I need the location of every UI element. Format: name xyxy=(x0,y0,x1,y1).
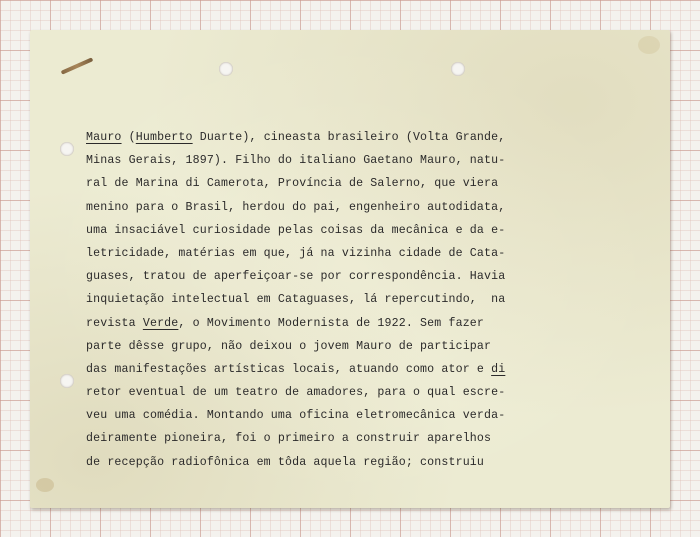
typed-text xyxy=(86,126,656,474)
rust-mark xyxy=(61,57,94,74)
text-line-1: Mauro (Humberto Duarte), cineasta brasileiro (Volta Grande, xyxy=(86,131,506,144)
text-line-6: letricidade, matérias em que, já na vizinha cidade de Cata- xyxy=(86,246,506,260)
text-line-4: menino para o Brasil, herdou do pai, engenheiro autodidata, xyxy=(86,200,506,214)
text-line-2: Minas Gerais, 1897). Filho do italiano Gaetano Mauro, natu- xyxy=(86,154,506,168)
text-line-11: das manifestações artísticas locais, atuando como ator e di xyxy=(86,362,506,376)
punch-hole xyxy=(451,62,465,76)
punch-hole xyxy=(219,62,233,76)
paper-stain xyxy=(36,478,54,492)
punch-hole xyxy=(60,142,74,156)
text-line-8: inquietação intelectual em Cataguases, lá repercutindo, na xyxy=(86,293,506,307)
text-line-15: de recepção radiofônica em tôda aquela região; construiu xyxy=(86,455,485,469)
text-line-10: parte dêsse grupo, não deixou o jovem Mauro de participar xyxy=(86,339,492,353)
typed-index-card xyxy=(30,30,670,508)
punch-hole xyxy=(60,374,74,388)
text-line-5: uma insaciável curiosidade pelas coisas da mecânica e da e- xyxy=(86,223,506,237)
text-line-12: retor eventual de um teatro de amadores, para o qual escre- xyxy=(86,386,506,400)
text-line-3: ral de Marina di Camerota, Província de Salerno, que viera xyxy=(86,177,499,191)
text-line-7: guases, tratou de aperfeiçoar-se por correspondência. Havia xyxy=(86,270,506,284)
text-line-9: revista Verde, o Movimento Modernista de 1922. Sem fazer xyxy=(86,316,485,330)
paper-stain xyxy=(638,36,660,54)
text-line-13: veu uma comédia. Montando uma oficina eletromecânica verda- xyxy=(86,409,506,423)
text-line-14: deiramente pioneira, foi o primeiro a construir aparelhos xyxy=(86,432,492,446)
